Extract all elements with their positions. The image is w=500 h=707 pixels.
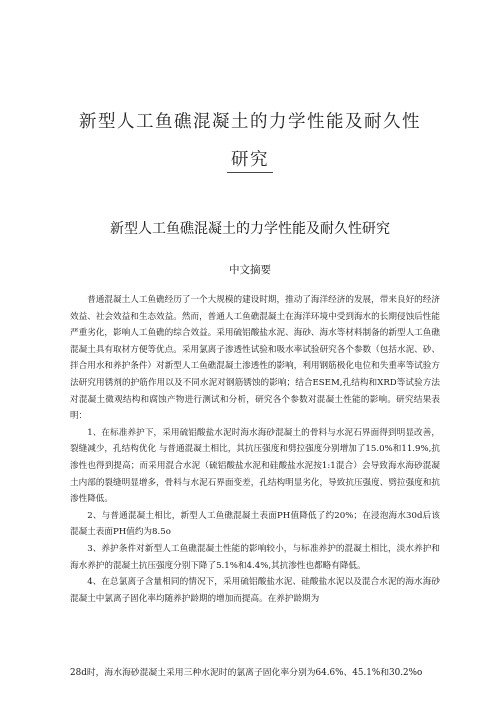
printed-title: 新型人工鱼礁混凝土的力学性能及耐久性研究 xyxy=(110,221,390,237)
abstract-last-line: 28d时，海水海砂混凝土采用三种水泥时的氯离子固化率分别为64.6%、45.1%和30.2%o xyxy=(70,668,423,678)
abstract-body xyxy=(70,292,440,607)
abstract-paragraph-point3: 3、养护条件对新型人工鱼礁混凝土性能的影响较小，与标准养护的混凝土相比，淡水养护和海水养护的混凝土抗压强度分别下降了5.1%和4.4%,其抗渗性也都略有降低。 xyxy=(70,543,440,571)
handwritten-title-line2-text: 研究 xyxy=(227,146,273,173)
abstract-paragraph-point4: 4、在总氯离子含量相同的情况下，采用硫铝酸盐水泥、硅酸盐水泥以及混合水泥的海水海砂混凝土中氯离子固化率均随养护龄期的增加而提高。在养护龄期为 xyxy=(70,577,440,604)
handwritten-title-line1: 新型人工鱼礁混凝土的力学性能及耐久性 xyxy=(79,112,421,132)
handwritten-title-line2 xyxy=(0,146,500,173)
abstract-paragraph-intro: 普通混凝土人工鱼礁经历了一个大规模的建设时期，推动了海洋经济的发展，带来良好的经济效益、社会效益和生态效益。然而，普通人工鱼礁混凝土在海洋环境中受到海水的长期侵蚀后性能严重劣化，影响人工鱼礁的综合效益。采用硫铝酸盐水泥、海砂、海水等材料制备的新型人工鱼礁混凝土具有取材方便等优点。采用氯离子渗透性试验和吸水率试验研究各个参数（包括水泥、砂、拌合用水和养护条件）对新型人工鱼礁混凝土渗透性的影响，利用钢筋极化电位和失重率等试验方法研究用锈剂的护筋作用以及不同水泥对钢筋锈蚀的影响；结合ESEM,孔结构和XRD等试验方法对混凝土微观结构和腐蚀产物进行测试和分析，研究各个参数对混凝土性能的影响。研究结果表明： xyxy=(70,295,440,422)
abstract-heading: 中文摘要 xyxy=(229,264,271,276)
abstract-paragraph-point1: 1、在标准养护下，采用硫铝酸盐水泥时海水海砂混凝土的骨料与水泥石界面得到明显改善，裂缝减少，孔结构优化 与普通混凝土相比，其抗压强度和劈拉强度分别增加了15.0%和11.9%,抗渗性也得到提高；而采用混合水泥（硫铝酸盐水泥和硅酸盐水泥按1:1混合）会导致海水海砂混凝土内部的裂缝明显增多，骨料与水泥石界面变差，孔结构明显劣化，导致抗压强度、劈拉强度和抗渗性降低。 xyxy=(70,427,440,505)
abstract-paragraph-point2: 2、与普通混凝土相比，新型人工鱼礁混凝土表面PH值降低了约20%；在浸泡海水30d后该混凝土表面PH值约为8.5o xyxy=(70,510,440,538)
